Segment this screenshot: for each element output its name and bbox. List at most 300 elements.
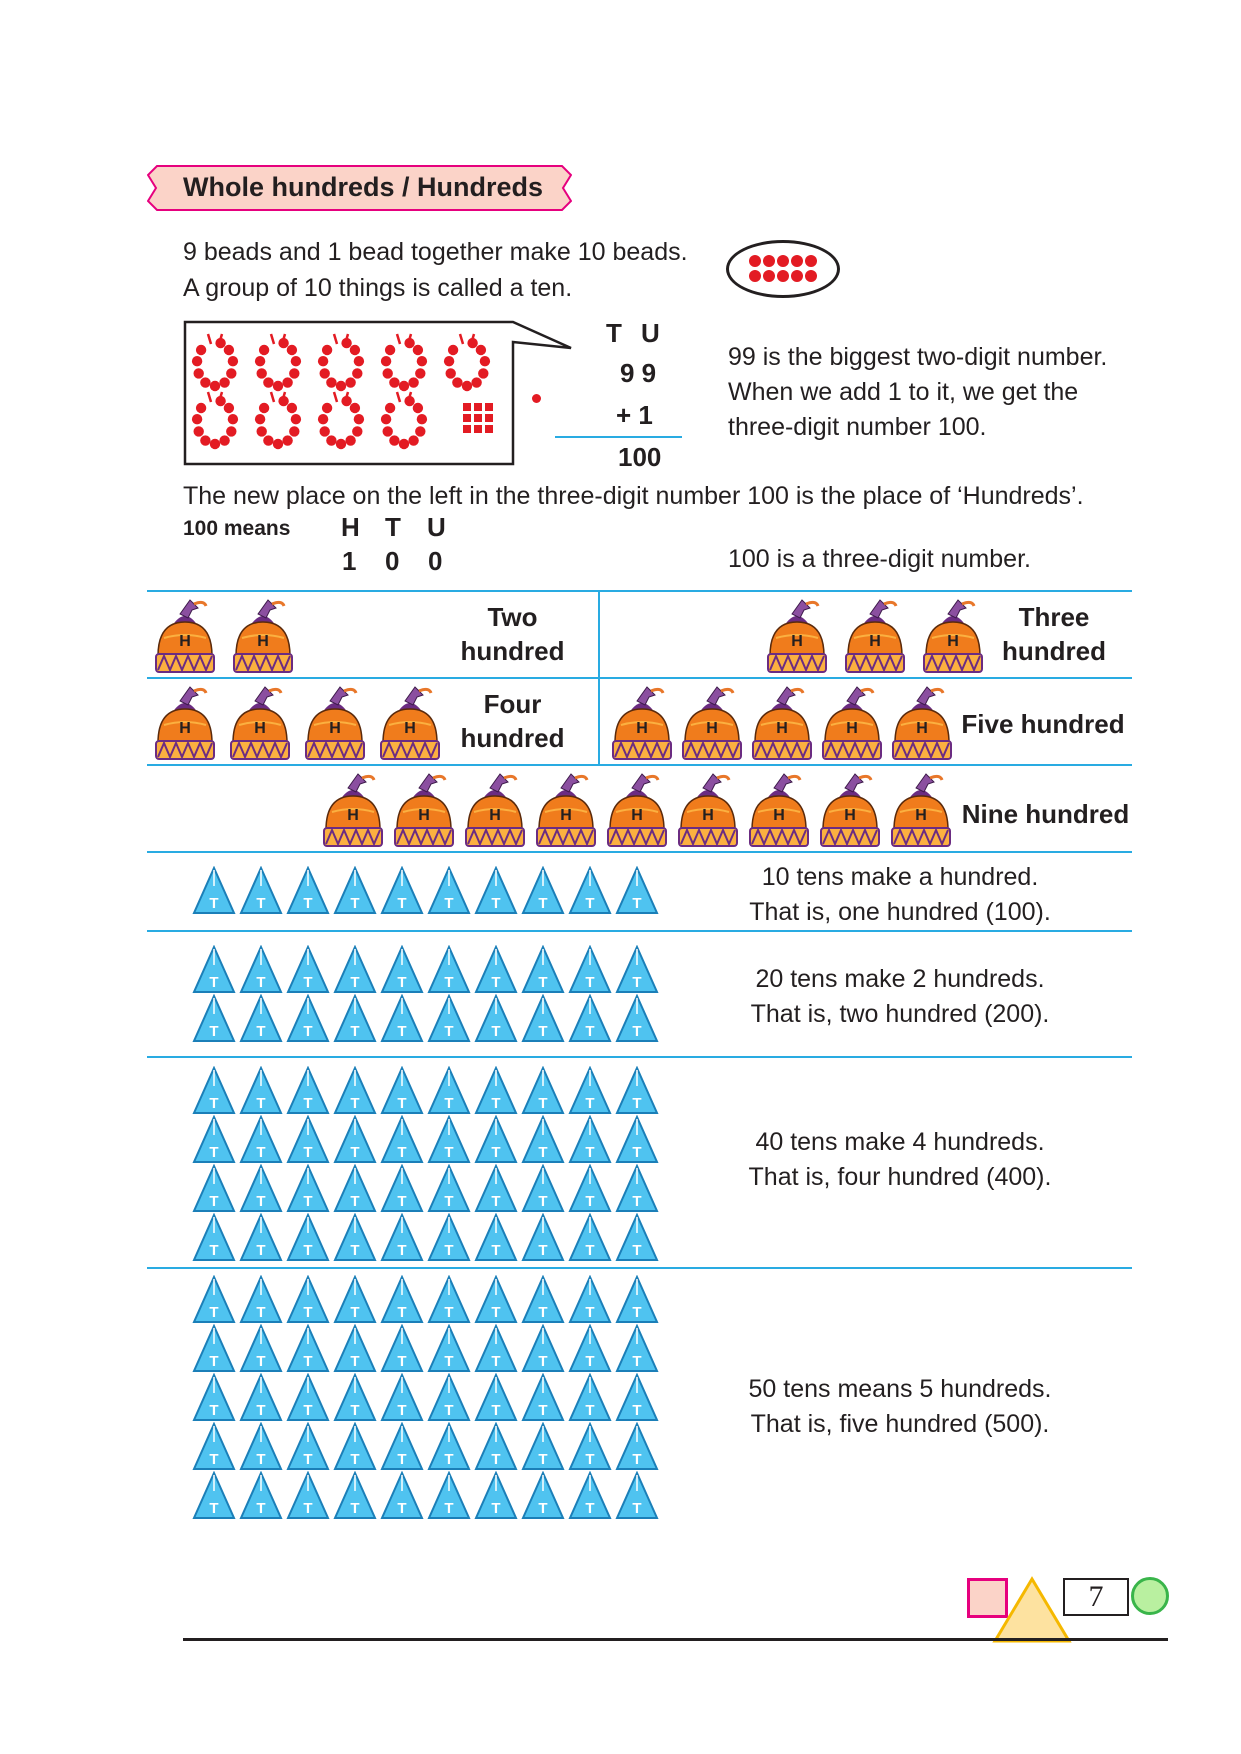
- ten-cone-icon: [427, 1164, 471, 1213]
- svg-text:T: T: [585, 1144, 595, 1161]
- ten-cone: [427, 866, 474, 915]
- ten-cone: [615, 945, 662, 994]
- ten-cone: [427, 1471, 474, 1520]
- addition-row-1: 9 9: [620, 358, 657, 388]
- svg-text:T: T: [538, 1144, 548, 1161]
- ten-beads-icon: [729, 243, 837, 295]
- hundred-pot: [602, 772, 672, 861]
- ten-cone-icon: [286, 1066, 330, 1115]
- hundred-pot: [815, 772, 885, 861]
- ten-cone-icon: [380, 1471, 424, 1520]
- ten-cone-icon: [615, 1066, 659, 1115]
- hundred-pot-icon: [375, 685, 445, 769]
- ten-cone-icon: [568, 1066, 612, 1115]
- ten-cone-icon: [380, 994, 424, 1043]
- ten-cone: [615, 1115, 662, 1164]
- ten-cone: [427, 945, 474, 994]
- ten-cone: [239, 1324, 286, 1373]
- means-digit-t: 0: [385, 546, 400, 576]
- ten-cone: [333, 1275, 380, 1324]
- ten-cone-icon: [239, 945, 283, 994]
- svg-text:T: T: [303, 1451, 313, 1468]
- ten-cone-icon: [427, 1213, 471, 1262]
- hundred-pot-icon: [918, 598, 988, 682]
- svg-text:T: T: [350, 1402, 360, 1419]
- svg-text:H: H: [636, 720, 648, 737]
- ten-cone: [239, 1066, 286, 1115]
- ten-cone-icon: [427, 1115, 471, 1164]
- ten-cone-icon: [192, 1324, 236, 1373]
- ten-cone-icon: [521, 994, 565, 1043]
- ten-cone-icon: [239, 1471, 283, 1520]
- pot-group-four-label: [455, 687, 570, 755]
- svg-text:H: H: [489, 807, 501, 824]
- ten-cone-icon: [568, 1275, 612, 1324]
- ten-cone-icon: [521, 1471, 565, 1520]
- means-header-u: U: [427, 512, 446, 542]
- svg-text:H: H: [347, 807, 359, 824]
- ten-cone: [615, 1164, 662, 1213]
- svg-text:T: T: [350, 1023, 360, 1040]
- ten-cone: [427, 1275, 474, 1324]
- hundreds-place-text: The new place on the left in the three-digit number 100 is the place of ‘Hundreds’.: [183, 482, 1084, 510]
- hundred-pot: [389, 772, 459, 861]
- ten-cone-icon: [192, 1213, 236, 1262]
- ten-cone-icon: [333, 1066, 377, 1115]
- hundred-pot: [607, 685, 677, 774]
- ten-cone: [380, 1164, 427, 1213]
- triangle-shape-icon: [992, 1576, 1072, 1644]
- tens-text-40-line-2: That is, four hundred (400).: [748, 1163, 1052, 1191]
- ten-cone-icon: [474, 1422, 518, 1471]
- ten-cone-icon: [474, 1115, 518, 1164]
- svg-text:H: H: [179, 720, 191, 737]
- svg-text:T: T: [209, 1023, 219, 1040]
- svg-text:T: T: [209, 1353, 219, 1370]
- single-bead: [532, 394, 541, 403]
- svg-text:T: T: [444, 1353, 454, 1370]
- svg-text:T: T: [538, 1304, 548, 1321]
- ten-cone-icon: [333, 1115, 377, 1164]
- ten-cone: [615, 1275, 662, 1324]
- ten-cone-icon: [474, 1471, 518, 1520]
- ten-cone: [521, 1471, 568, 1520]
- ten-cone-icon: [615, 1213, 659, 1262]
- ten-cone-icon: [192, 1164, 236, 1213]
- ten-cone-icon: [615, 1471, 659, 1520]
- svg-text:T: T: [538, 1353, 548, 1370]
- ten-cone: [474, 1275, 521, 1324]
- svg-text:T: T: [303, 895, 313, 912]
- svg-text:T: T: [585, 1451, 595, 1468]
- ten-cone-icon: [380, 1275, 424, 1324]
- ten-cone: [521, 866, 568, 915]
- tens-text-40: [700, 1125, 1100, 1195]
- divider: [147, 930, 1132, 932]
- svg-text:H: H: [844, 807, 856, 824]
- divider: [147, 1267, 1132, 1269]
- svg-text:T: T: [303, 974, 313, 991]
- ten-cone: [239, 1373, 286, 1422]
- ten-cone: [568, 1373, 615, 1422]
- pot-group-five-label: Five hundred: [961, 709, 1125, 739]
- svg-text:T: T: [350, 1144, 360, 1161]
- svg-text:T: T: [491, 1193, 501, 1210]
- ten-cone-icon: [239, 1373, 283, 1422]
- ten-cone-icon: [474, 1275, 518, 1324]
- ten-cone: [474, 1213, 521, 1262]
- svg-text:T: T: [303, 1500, 313, 1517]
- ten-cone: [521, 994, 568, 1043]
- ten-cone-icon: [474, 994, 518, 1043]
- ten-cone-icon: [427, 945, 471, 994]
- svg-text:T: T: [585, 1304, 595, 1321]
- ten-cone: [615, 1324, 662, 1373]
- ten-cone-icon: [615, 1115, 659, 1164]
- ten-cone-icon: [568, 1115, 612, 1164]
- section-title: Whole hundreds / Hundreds: [183, 172, 544, 202]
- hundred-pot-icon: [318, 772, 388, 856]
- tens-text-50: [700, 1372, 1100, 1442]
- svg-text:T: T: [585, 1095, 595, 1112]
- ten-cone: [521, 945, 568, 994]
- ten-cone: [192, 1373, 239, 1422]
- ten-cone: [286, 1422, 333, 1471]
- svg-text:T: T: [585, 1353, 595, 1370]
- ten-cone-icon: [568, 1164, 612, 1213]
- svg-text:T: T: [350, 1500, 360, 1517]
- svg-text:T: T: [397, 974, 407, 991]
- ten-cone-icon: [380, 1324, 424, 1373]
- svg-text:T: T: [632, 1500, 642, 1517]
- svg-text:H: H: [257, 633, 269, 650]
- ten-cone: [333, 1115, 380, 1164]
- ten-cone-icon: [286, 1324, 330, 1373]
- svg-text:T: T: [538, 1500, 548, 1517]
- tens-group-40: [192, 1066, 662, 1262]
- svg-text:H: H: [329, 720, 341, 737]
- ten-cone-icon: [192, 1422, 236, 1471]
- hundred-pot: [375, 685, 445, 774]
- tens-text-10-line-2: That is, one hundred (100).: [749, 898, 1051, 926]
- ten-cone: [333, 1164, 380, 1213]
- svg-text:T: T: [491, 1500, 501, 1517]
- ten-cone: [239, 994, 286, 1043]
- hundred-pot-icon: [602, 772, 672, 856]
- tens-text-20-line-2: That is, two hundred (200).: [750, 1000, 1050, 1028]
- hundred-pot-icon: [762, 598, 832, 682]
- pot-group-three-label: [994, 600, 1114, 668]
- divider: [147, 590, 1132, 592]
- ten-cone-icon: [474, 1066, 518, 1115]
- ten-cone-icon: [474, 1164, 518, 1213]
- ten-cone: [474, 1066, 521, 1115]
- ten-cone: [286, 1275, 333, 1324]
- ten-cone-icon: [521, 866, 565, 915]
- ten-cone: [568, 1066, 615, 1115]
- ten-cone: [474, 866, 521, 915]
- ten-cone-icon: [615, 945, 659, 994]
- means-header-h: H: [341, 512, 360, 542]
- tens-group-20: [192, 945, 662, 1043]
- tens-text-10: [700, 860, 1100, 930]
- svg-text:T: T: [444, 1500, 454, 1517]
- svg-text:H: H: [706, 720, 718, 737]
- ten-cone: [380, 1422, 427, 1471]
- hundred-pot-icon: [389, 772, 459, 856]
- hundred-pot: [225, 685, 295, 774]
- svg-text:T: T: [491, 1304, 501, 1321]
- svg-text:H: H: [179, 633, 191, 650]
- hundred-pot-icon: [677, 685, 747, 769]
- tens-text-10-line-1: 10 tens make a hundred.: [761, 863, 1039, 891]
- svg-text:T: T: [350, 974, 360, 991]
- ten-cone: [192, 1275, 239, 1324]
- ten-cone: [380, 1115, 427, 1164]
- svg-text:T: T: [303, 1402, 313, 1419]
- ten-cone: [192, 1115, 239, 1164]
- ten-cone: [615, 1213, 662, 1262]
- ten-cone: [427, 1164, 474, 1213]
- tens-text-20-line-1: 20 tens make 2 hundreds.: [755, 965, 1045, 993]
- ten-cone-icon: [568, 994, 612, 1043]
- ten-cone: [615, 1066, 662, 1115]
- ten-cone-icon: [615, 994, 659, 1043]
- svg-text:H: H: [254, 720, 266, 737]
- svg-text:T: T: [491, 1144, 501, 1161]
- svg-text:T: T: [585, 974, 595, 991]
- ten-cone: [333, 1373, 380, 1422]
- ten-cone-icon: [380, 1066, 424, 1115]
- svg-text:T: T: [538, 1242, 548, 1259]
- ten-cone: [474, 1164, 521, 1213]
- svg-text:T: T: [538, 974, 548, 991]
- svg-text:T: T: [632, 1144, 642, 1161]
- ten-cone: [333, 945, 380, 994]
- tens-text-20: [700, 962, 1100, 1032]
- ten-cone-icon: [333, 945, 377, 994]
- svg-text:T: T: [397, 1023, 407, 1040]
- ten-cone-icon: [239, 1275, 283, 1324]
- ten-cone: [568, 945, 615, 994]
- svg-text:T: T: [256, 1500, 266, 1517]
- hundred-pot-icon: [817, 685, 887, 769]
- svg-text:T: T: [256, 1144, 266, 1161]
- hundred-pot: [817, 685, 887, 774]
- ten-cone: [286, 866, 333, 915]
- ten-cone-icon: [427, 1275, 471, 1324]
- hundred-pot: [744, 772, 814, 861]
- ten-cone-icon: [521, 1324, 565, 1373]
- svg-text:T: T: [350, 1193, 360, 1210]
- svg-text:T: T: [256, 1402, 266, 1419]
- ten-cone: [380, 1324, 427, 1373]
- svg-text:T: T: [397, 1304, 407, 1321]
- tens-text-50-line-1: 50 tens means 5 hundreds.: [748, 1375, 1052, 1403]
- ten-cone: [615, 866, 662, 915]
- ten-cone: [333, 1471, 380, 1520]
- tens-text-50-line-2: That is, five hundred (500).: [750, 1410, 1050, 1438]
- biggest-line-3: three-digit number 100.: [728, 413, 987, 441]
- ten-cone: [568, 1275, 615, 1324]
- svg-text:T: T: [397, 895, 407, 912]
- svg-text:T: T: [632, 1095, 642, 1112]
- ten-cone-icon: [333, 1422, 377, 1471]
- svg-text:T: T: [585, 1023, 595, 1040]
- svg-text:T: T: [632, 895, 642, 912]
- pot-group-four-line-1: Four: [483, 689, 542, 719]
- ten-cone-icon: [239, 1422, 283, 1471]
- ten-cone-icon: [333, 1275, 377, 1324]
- ten-cone: [333, 1324, 380, 1373]
- ten-cone: [521, 1066, 568, 1115]
- ten-cone-icon: [192, 1066, 236, 1115]
- svg-text:T: T: [397, 1402, 407, 1419]
- svg-text:H: H: [916, 720, 928, 737]
- means-digit-h: 1: [342, 546, 357, 576]
- intro-text: [183, 234, 688, 306]
- ten-cone: [239, 1471, 286, 1520]
- ten-cone-icon: [192, 866, 236, 915]
- ten-cone-icon: [474, 1213, 518, 1262]
- svg-text:T: T: [256, 1451, 266, 1468]
- ten-cone: [427, 1066, 474, 1115]
- ten-cone: [286, 1066, 333, 1115]
- svg-text:T: T: [303, 1242, 313, 1259]
- svg-text:T: T: [444, 1451, 454, 1468]
- hundred-pot-icon: [840, 598, 910, 682]
- svg-text:T: T: [585, 1500, 595, 1517]
- svg-text:T: T: [632, 1402, 642, 1419]
- ten-cone: [192, 945, 239, 994]
- ten-cone-icon: [286, 1275, 330, 1324]
- svg-text:T: T: [303, 1144, 313, 1161]
- svg-text:T: T: [303, 1023, 313, 1040]
- ten-cone: [568, 1164, 615, 1213]
- svg-text:T: T: [491, 895, 501, 912]
- ten-cone: [286, 1373, 333, 1422]
- hundred-pot: [150, 685, 220, 774]
- biggest-number-text: [728, 340, 1107, 445]
- svg-text:T: T: [444, 895, 454, 912]
- ten-cone-icon: [333, 1373, 377, 1422]
- svg-text:T: T: [350, 1451, 360, 1468]
- svg-text:T: T: [538, 1402, 548, 1419]
- svg-text:T: T: [491, 1353, 501, 1370]
- ten-cone-icon: [286, 1164, 330, 1213]
- ten-cone-icon: [286, 945, 330, 994]
- means-label: 100 means: [183, 517, 291, 540]
- ten-cone: [333, 1422, 380, 1471]
- hundred-pot-icon: [531, 772, 601, 856]
- ten-cone: [474, 1471, 521, 1520]
- ten-cone: [239, 866, 286, 915]
- svg-text:T: T: [209, 974, 219, 991]
- ten-cone: [427, 1115, 474, 1164]
- svg-text:T: T: [209, 895, 219, 912]
- ten-cone: [568, 1115, 615, 1164]
- hundred-pot-icon: [815, 772, 885, 856]
- svg-text:T: T: [397, 1242, 407, 1259]
- ten-cone: [427, 1213, 474, 1262]
- ten-cone: [333, 1213, 380, 1262]
- ten-cone: [427, 1373, 474, 1422]
- ten-cone-icon: [568, 1324, 612, 1373]
- ten-cone: [239, 1213, 286, 1262]
- ten-cone-icon: [333, 1164, 377, 1213]
- svg-text:T: T: [350, 1095, 360, 1112]
- hundred-pot-icon: [150, 685, 220, 769]
- ten-cone-icon: [239, 1115, 283, 1164]
- svg-text:T: T: [632, 1193, 642, 1210]
- ten-cone: [333, 866, 380, 915]
- ten-cone-icon: [615, 1164, 659, 1213]
- ten-cone: [192, 1324, 239, 1373]
- ten-cone: [286, 1115, 333, 1164]
- svg-text:T: T: [491, 1095, 501, 1112]
- ten-cone: [474, 1324, 521, 1373]
- svg-text:T: T: [444, 1144, 454, 1161]
- ten-cone-icon: [521, 1213, 565, 1262]
- ten-cone-icon: [239, 1324, 283, 1373]
- pot-group-two-line-1: Two: [487, 602, 538, 632]
- ten-cone: [239, 1164, 286, 1213]
- hundred-pot-icon: [225, 685, 295, 769]
- hundred-pot-icon: [673, 772, 743, 856]
- ten-cone-icon: [192, 1373, 236, 1422]
- ten-cone-icon: [333, 994, 377, 1043]
- ten-cone-icon: [427, 1066, 471, 1115]
- ten-cone: [474, 1115, 521, 1164]
- divider: [147, 1056, 1132, 1058]
- ten-cone: [474, 994, 521, 1043]
- svg-text:T: T: [538, 1095, 548, 1112]
- ten-cone-icon: [615, 866, 659, 915]
- ten-cone: [286, 1471, 333, 1520]
- biggest-line-1: 99 is the biggest two-digit number.: [728, 343, 1108, 371]
- ten-cone: [286, 1213, 333, 1262]
- ten-cone-icon: [192, 1275, 236, 1324]
- hundred-pot: [228, 598, 298, 687]
- svg-text:T: T: [491, 1402, 501, 1419]
- ten-cone-icon: [380, 945, 424, 994]
- hundred-pot: [150, 598, 220, 687]
- addition-row-2: + 1: [616, 400, 653, 430]
- ten-cone-icon: [427, 1471, 471, 1520]
- addition-header-t: T: [606, 318, 622, 348]
- ten-cone-icon: [568, 1471, 612, 1520]
- svg-text:T: T: [209, 1500, 219, 1517]
- ten-cone-icon: [474, 1373, 518, 1422]
- svg-text:T: T: [538, 895, 548, 912]
- svg-text:T: T: [491, 1451, 501, 1468]
- svg-text:T: T: [538, 1023, 548, 1040]
- ten-cone-icon: [286, 1471, 330, 1520]
- ten-cone: [474, 1422, 521, 1471]
- ten-cone-icon: [286, 994, 330, 1043]
- ten-cone-icon: [474, 1324, 518, 1373]
- svg-text:T: T: [585, 1402, 595, 1419]
- ten-cone-icon: [192, 994, 236, 1043]
- hundred-pot: [840, 598, 910, 687]
- ten-cone-icon: [192, 1471, 236, 1520]
- ten-cone-icon: [615, 1422, 659, 1471]
- svg-text:H: H: [846, 720, 858, 737]
- ten-cone: [521, 1324, 568, 1373]
- svg-text:T: T: [397, 1500, 407, 1517]
- ten-cone-icon: [380, 1164, 424, 1213]
- ten-cone: [239, 1275, 286, 1324]
